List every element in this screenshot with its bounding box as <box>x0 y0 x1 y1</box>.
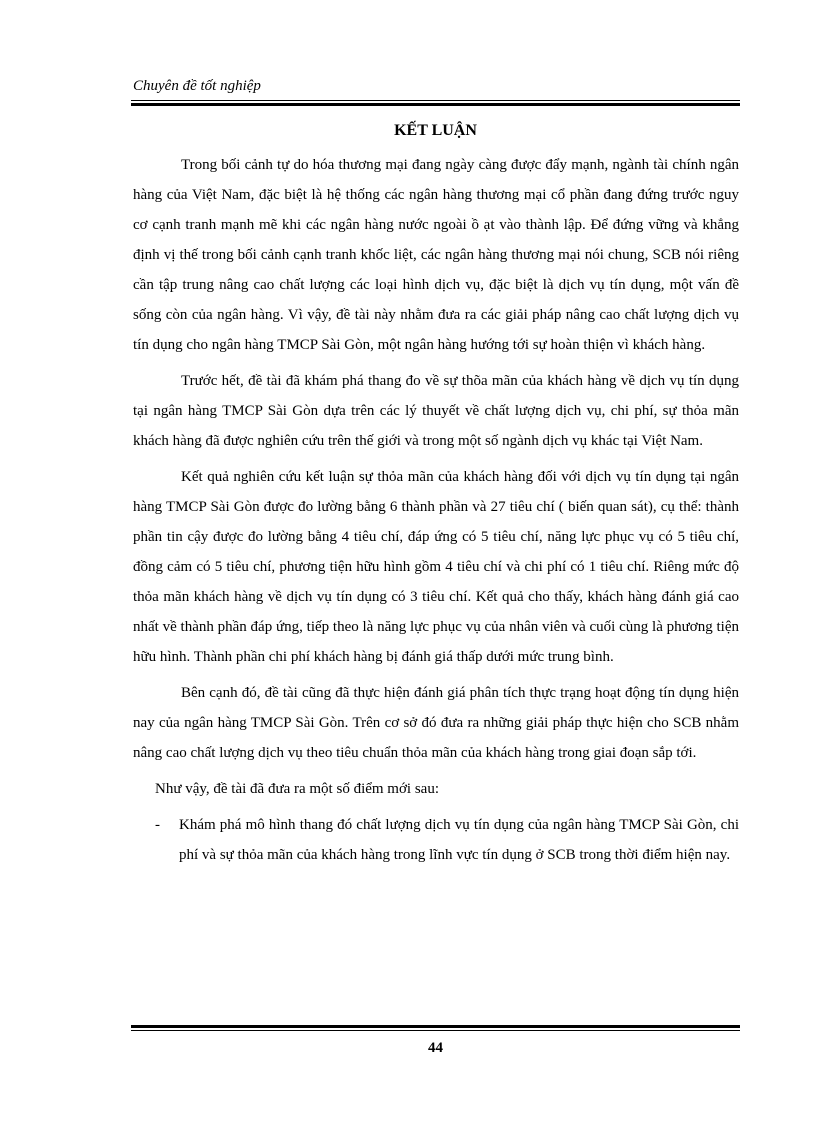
list-marker: - <box>155 817 160 833</box>
body-text <box>133 150 739 870</box>
section-heading: KẾT LUẬN <box>394 122 477 139</box>
paragraph: Trước hết, đề tài đã khám phá thang đo về sự thõa mãn của khách hàng về dịch vụ tín dụng tại ngân hàng TMCP Sài Gòn dựa trên các lý thuyết về chất lượng dịch vụ, chi phí, sự thỏa mãn khách hàng đã được nghiên cứu trên thế giới và trong một số ngành dịch vụ khác tại Việt Nam. <box>133 373 739 449</box>
header-rule-thin <box>131 100 740 101</box>
paragraph: Kết quả nghiên cứu kết luận sự thỏa mãn của khách hàng đối với dịch vụ tín dụng tại ngân hàng TMCP Sài Gòn được đo lường bằng 6 thành phần và 27 tiêu chí ( biến quan sát), cụ thể: thành phần tin cậy được đo lường bằng 4 tiêu chí, đáp ứng có 5 tiêu chí, năng lực phục vụ có 5 tiêu chí, đồng cảm có 5 tiêu chí, phương tiện hữu hình gồm 4 tiêu chí và chi phí có 1 tiêu chí. Riêng mức độ thỏa mãn khách hàng về dịch vụ tín dụng có 3 tiêu chí. Kết quả cho thấy, khách hàng đánh giá cao nhất về thành phần đáp ứng, tiếp theo là năng lực phục vụ của nhân viên và cuối cùng là phương tiện hữu hình. Thành phần chi phí khách hàng bị đánh giá thấp dưới mức trung bình. <box>133 469 739 665</box>
page-number: 44 <box>428 1040 443 1056</box>
list-item <box>133 810 739 870</box>
paragraph: Trong bối cảnh tự do hóa thương mại đang ngày càng được đẩy mạnh, ngành tài chính ngân hàng của Việt Nam, đặc biệt là hệ thống các ngân hàng thương mại cổ phần đang đứng trước nguy cơ cạnh tranh mạnh mẽ khi các ngân hàng nước ngoài ồ ạt vào thành lập. Để đứng vững và khẳng định vị thế trong bối cảnh cạnh tranh khốc liệt, các ngân hàng thương mại nói chung, SCB nói riêng cần tập trung nâng cao chất lượng các loại hình dịch vụ, đặc biệt là dịch vụ tín dụng, một vấn đề sống còn của ngân hàng. Vì vậy, đề tài này nhằm đưa ra các giải pháp nâng cao chất lượng dịch vụ tín dụng cho ngân hàng TMCP Sài Gòn, một ngân hàng hướng tới sự hoàn thiện vì khách hàng. <box>133 157 739 353</box>
list-item-text: Khám phá mô hình thang đó chất lượng dịch vụ tín dụng của ngân hàng TMCP Sài Gòn, chi phí và sự thỏa mãn của khách hàng trong lĩnh vực tín dụng ở SCB trong thời điểm hiện nay. <box>179 817 739 863</box>
intro-line: Như vậy, đề tài đã đưa ra một số điểm mới sau: <box>155 781 439 797</box>
header-rule-thick <box>131 103 740 106</box>
running-header: Chuyên đề tốt nghiệp <box>133 78 261 94</box>
footer-rule-thin <box>131 1030 740 1031</box>
paragraph: Bên cạnh đó, đề tài cũng đã thực hiện đánh giá phân tích thực trạng hoạt động tín dụng hiện nay của ngân hàng TMCP Sài Gòn. Trên cơ sở đó đưa ra những giải pháp thực hiện cho SCB nhằm nâng cao chất lượng dịch vụ theo tiêu chuẩn thỏa mãn của khách hàng trong giai đoạn sắp tới. <box>133 685 739 761</box>
footer-rule-thick <box>131 1025 740 1028</box>
